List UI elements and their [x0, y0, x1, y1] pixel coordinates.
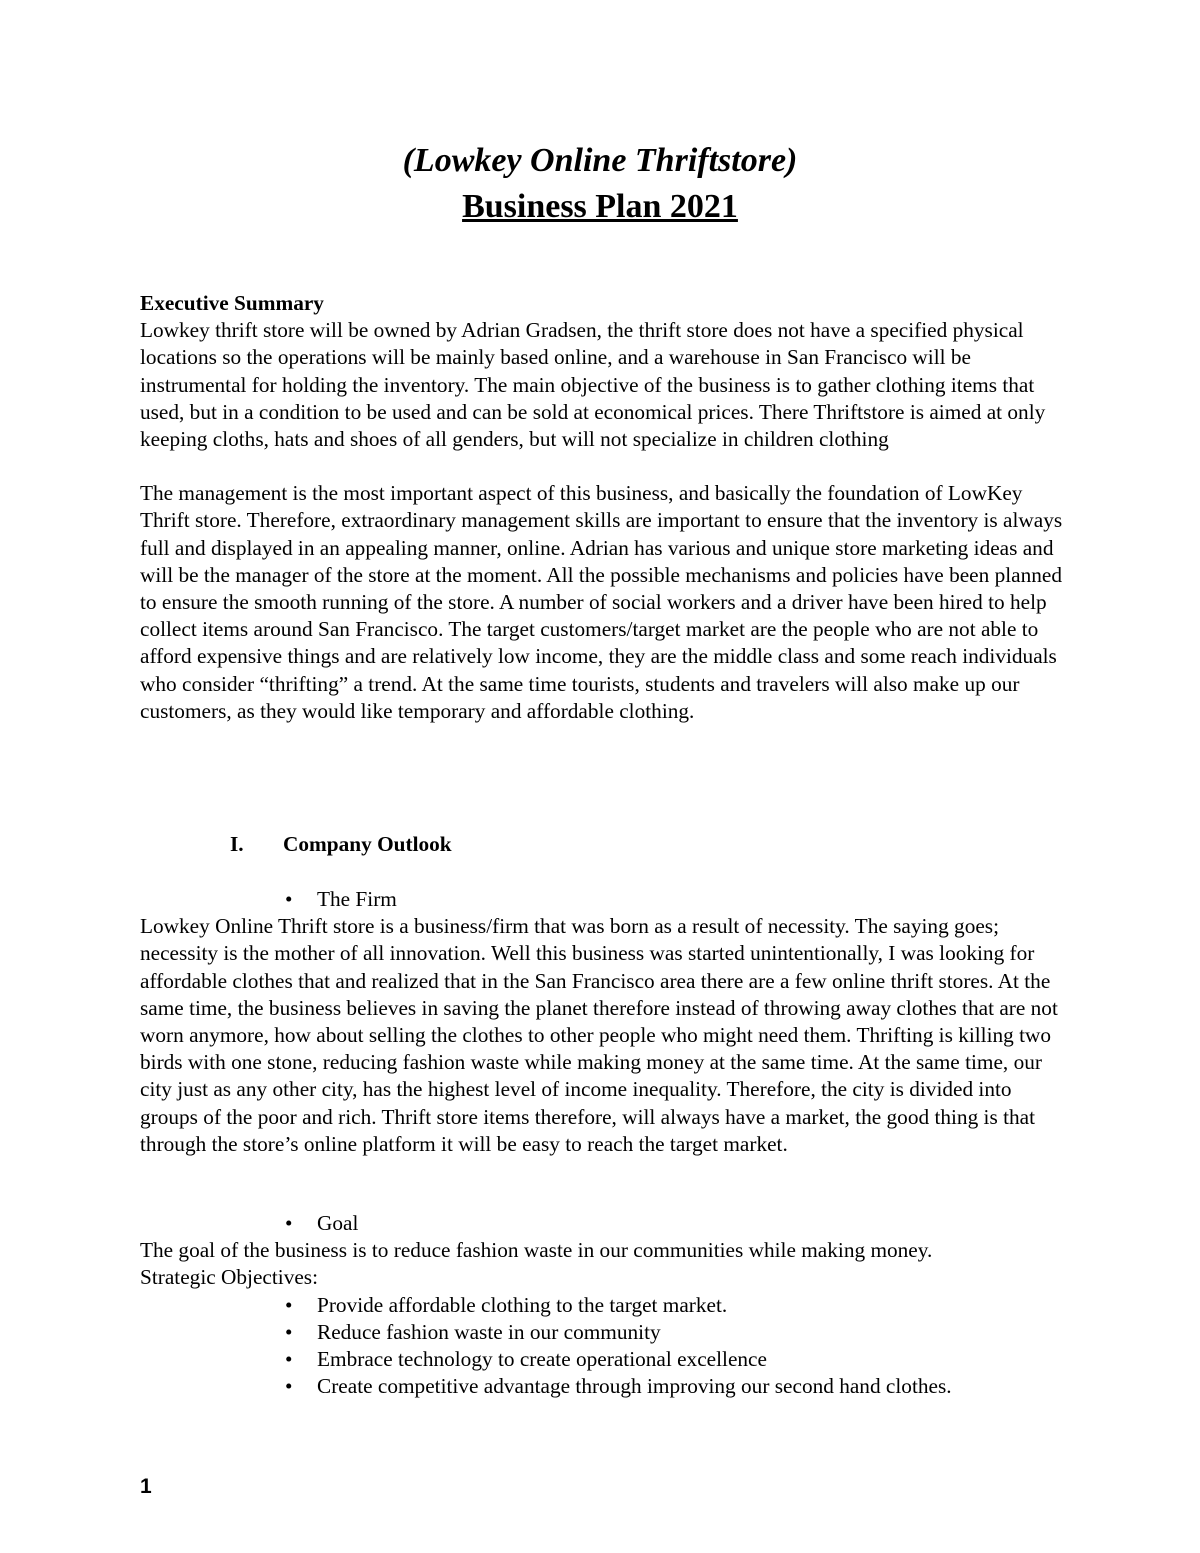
bullet-icon: • [285, 1347, 293, 1372]
firm-label: The Firm [317, 887, 397, 911]
objective-item [140, 1346, 1070, 1373]
objective-text: Reduce fashion waste in our community [317, 1319, 661, 1344]
company-outlook-heading [230, 830, 452, 858]
page-number: 1 [140, 1475, 152, 1498]
objective-item [140, 1319, 1070, 1346]
bullet-icon: • [285, 1211, 293, 1235]
bullet-icon: • [285, 1319, 293, 1344]
objective-text: Create competitive advantage through improving our second hand clothes. [317, 1374, 952, 1399]
section-title: Company Outlook [283, 832, 452, 856]
goal-section [140, 1210, 1070, 1400]
goal-label: Goal [317, 1211, 359, 1235]
goal-paragraph: The goal of the business is to reduce fashion waste in our communities while making money. [140, 1238, 933, 1263]
executive-summary-paragraph-1: Lowkey thrift store will be owned by Adrian Gradsen, the thrift store does not have a specified physical locations so the operations will be mainly based online, and a warehouse in San Francisco will be instrumental for holding the inventory. The main objective of the business is to gather clothing items that used, but in a condition to be used and can be sold at economical prices. There Thriftstore is aimed at only keeping cloths, hats and shoes of all genders, but will not specialize in children clothing [140, 318, 1046, 452]
objective-text: Embrace technology to create operational excellence [317, 1347, 767, 1372]
objective-text: Provide affordable clothing to the target market. [317, 1292, 728, 1317]
title-block [0, 138, 1200, 230]
document-subtitle: Business Plan 2021 [462, 188, 738, 225]
firm-paragraph: Lowkey Online Thrift store is a business/firm that was born as a result of necessity. The saying goes; necessity is the mother of all innovation. Well this business was started unintentionally, I was looking for affordable clothes that and realized that in the San Francisco area there are a few online thrift stores. At the same time, the business believes in saving the planet therefore instead of throwing away clothes that are not worn anymore, how about selling the clothes to other people who might need them. Thrifting is killing two birds with one stone, reducing fashion waste while making money at the same time. At the same time, our city just as any other city, has the highest level of income inequality. Therefore, the city is divided into groups of the poor and rich. Thrift store items therefore, will always have a market, the good thing is that through the store’s online platform it will be easy to reach the target market. [140, 914, 1058, 1156]
strategic-objectives-label: Strategic Objectives: [140, 1265, 319, 1290]
executive-summary-paragraph-2: The management is the most important aspect of this business, and basically the foundation of LowKey Thrift store. Therefore, extraordinary management skills are important to ensure that the inventory is always full and displayed in an appealing manner, online. Adrian has various and unique store marketing ideas and will be the manager of the store at the moment. All the possible mechanisms and policies have been planned to ensure the smooth running of the store. A number of social workers and a driver have been hired to help collect items around San Francisco. The target customers/target market are the people who are not able to afford expensive things and are relatively low income, they are the middle class and some reach individuals who consider “thrifting” a trend. At the same time tourists, students and travelers will also make up our customers, as they would like temporary and affordable clothing. [140, 481, 1063, 723]
bullet-icon: • [285, 1374, 293, 1399]
executive-summary-section [140, 290, 1070, 725]
bullet-icon: • [285, 1292, 293, 1317]
section-number: I. [230, 832, 244, 856]
objective-item [140, 1292, 1070, 1319]
objective-item [140, 1373, 1070, 1400]
bullet-item-firm [140, 886, 1070, 913]
executive-summary-heading: Executive Summary [140, 291, 324, 315]
firm-section [140, 886, 1070, 1158]
bullet-item-goal [140, 1210, 1070, 1237]
document-title: (Lowkey Online Thriftstore) [402, 142, 798, 179]
bullet-icon: • [285, 887, 293, 911]
